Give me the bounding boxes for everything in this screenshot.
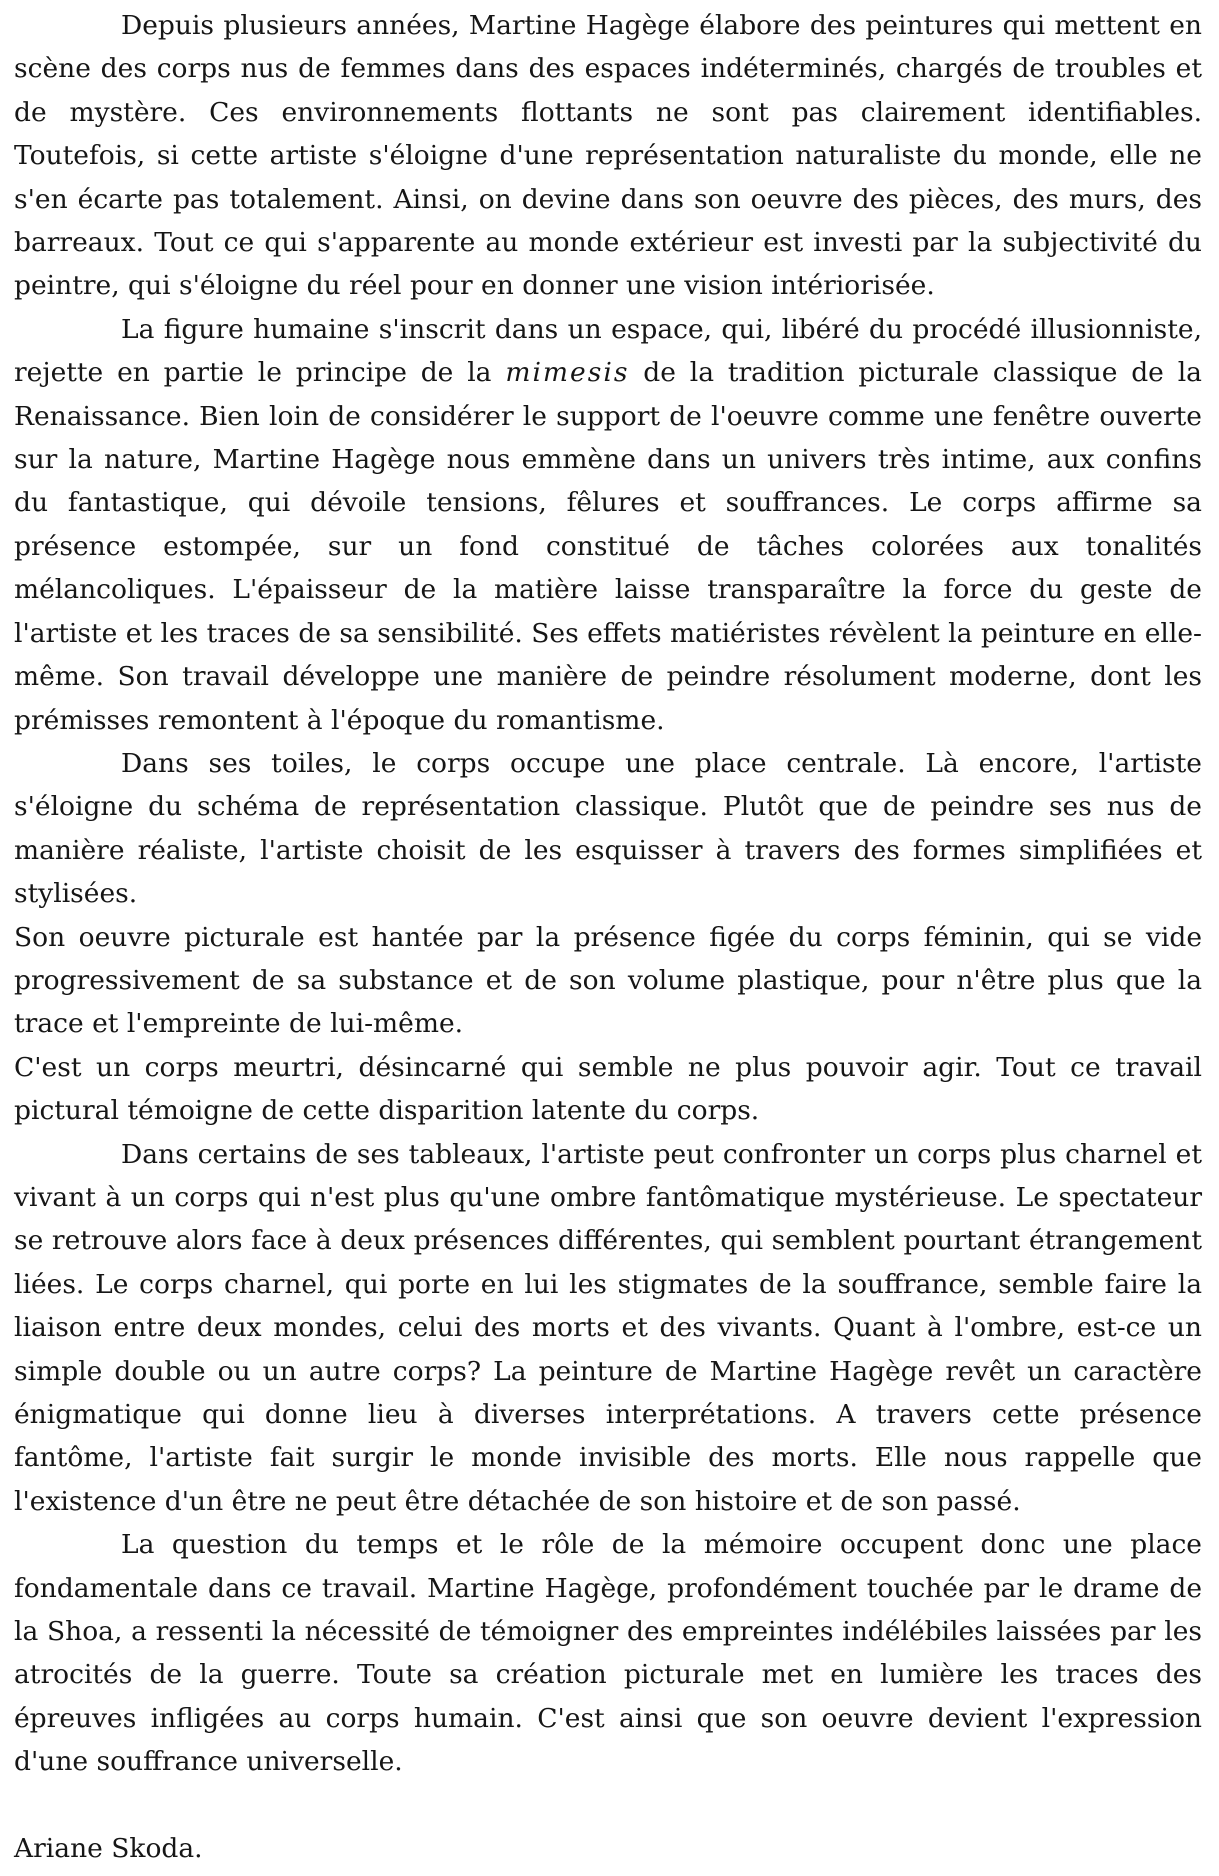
mimesis-term: mimesis <box>505 357 630 389</box>
author-signature: Ariane Skoda. <box>14 1833 203 1865</box>
blank-line <box>14 1784 1202 1827</box>
paragraph-2 <box>14 308 1202 742</box>
paragraph-4: Son oeuvre picturale est hantée par la présence figée du corps féminin, qui se vide progressivement de sa substance et de son volume plastique, pour n'être plus que la trace et l'empreinte de lui-même. <box>14 921 1202 1040</box>
paragraph-7: La question du temps et le rôle de la mémoire occupent donc une place fondamentale dans ce travail. Martine Hagège, profondément touchée par le drame de la Shoa, a ressenti la nécessité de témoigner des empreintes indélébiles laissées par les atrocités de la guerre. Toute sa création picturale met en lumière les traces des épreuves infligées au corps humain. C'est ainsi que son oeuvre devient l'expression d'une souffrance universelle. <box>14 1529 1202 1778</box>
paragraph-3: Dans ses toiles, le corps occupe une place centrale. Là encore, l'artiste s'éloigne du schéma de représentation classique. Plutôt que de peindre ses nus de manière réaliste, l'artiste choisit de les esquisser à travers des formes simplifiées et stylisées. <box>14 747 1202 910</box>
paragraph-2-start: La figure humaine s'inscrit dans un espace, qui, libéré du procédé illusionniste, rejette en partie le principe de la <box>14 313 1202 389</box>
paragraph-1: Depuis plusieurs années, Martine Hagège élabore des peintures qui mettent en scène des corps nus de femmes dans des espaces indéterminés, chargés de troubles et de mystère. Ces environnements flottants ne sont pas clairement identifiables. Toutefois, si cette artiste s'éloigne d'une représentation naturaliste du monde, elle ne s'en écarte pas totalement. Ainsi, on devine dans son oeuvre des pièces, des murs, des barreaux. Tout ce qui s'apparente au monde extérieur est investi par la subjectivité du peintre, qui s'éloigne du réel pour en donner une vision intériorisée. <box>14 10 1202 302</box>
paragraph-6: Dans certains de ses tableaux, l'artiste peut confronter un corps plus charnel et vivant à un corps qui n'est plus qu'une ombre fantômatique mystérieuse. Le spectateur se retrouve alors face à deux présences différentes, qui semblent pourtant étrangement liées. Le corps charnel, qui porte en lui les stigmates de la souffrance, semble faire la liaison entre deux mondes, celui des morts et des vivants. Quant à l'ombre, est-ce un simple double ou un autre corps? La peinture de Martine Hagège revêt un caractère énigmatique qui donne lieu à diverses interprétations. A travers cette présence fantôme, l'artiste fait surgir le monde invisible des morts. Elle nous rappelle que l'existence d'un être ne peut être détachée de son histoire et de son passé. <box>14 1138 1202 1517</box>
paragraph-5: C'est un corps meurtri, désincarné qui semble ne plus pouvoir agir. Tout ce travail pictural témoigne de cette disparition latente du corps. <box>14 1051 1202 1127</box>
document-page <box>14 4 1202 1870</box>
paragraph-2-end: de la tradition picturale classique de la Renaissance. Bien loin de considérer le support de l'oeuvre comme une fenêtre ouverte sur la nature, Martine Hagège nous emmène dans un univers très intime, aux confins du fantastique, qui dévoile tensions, fêlures et souffrances. Le corps affirme sa présence estompée, sur un fond constitué de tâches colorées aux tonalités mélancoliques. L'épaisseur de la matière laisse transparaître la force du geste de l'artiste et les traces de sa sensibilité. Ses effets matiéristes révèlent la peinture en elle-même. Son travail développe une manière de peindre résolument moderne, dont les prémisses remontent à l'époque du romantisme. <box>14 357 1202 736</box>
